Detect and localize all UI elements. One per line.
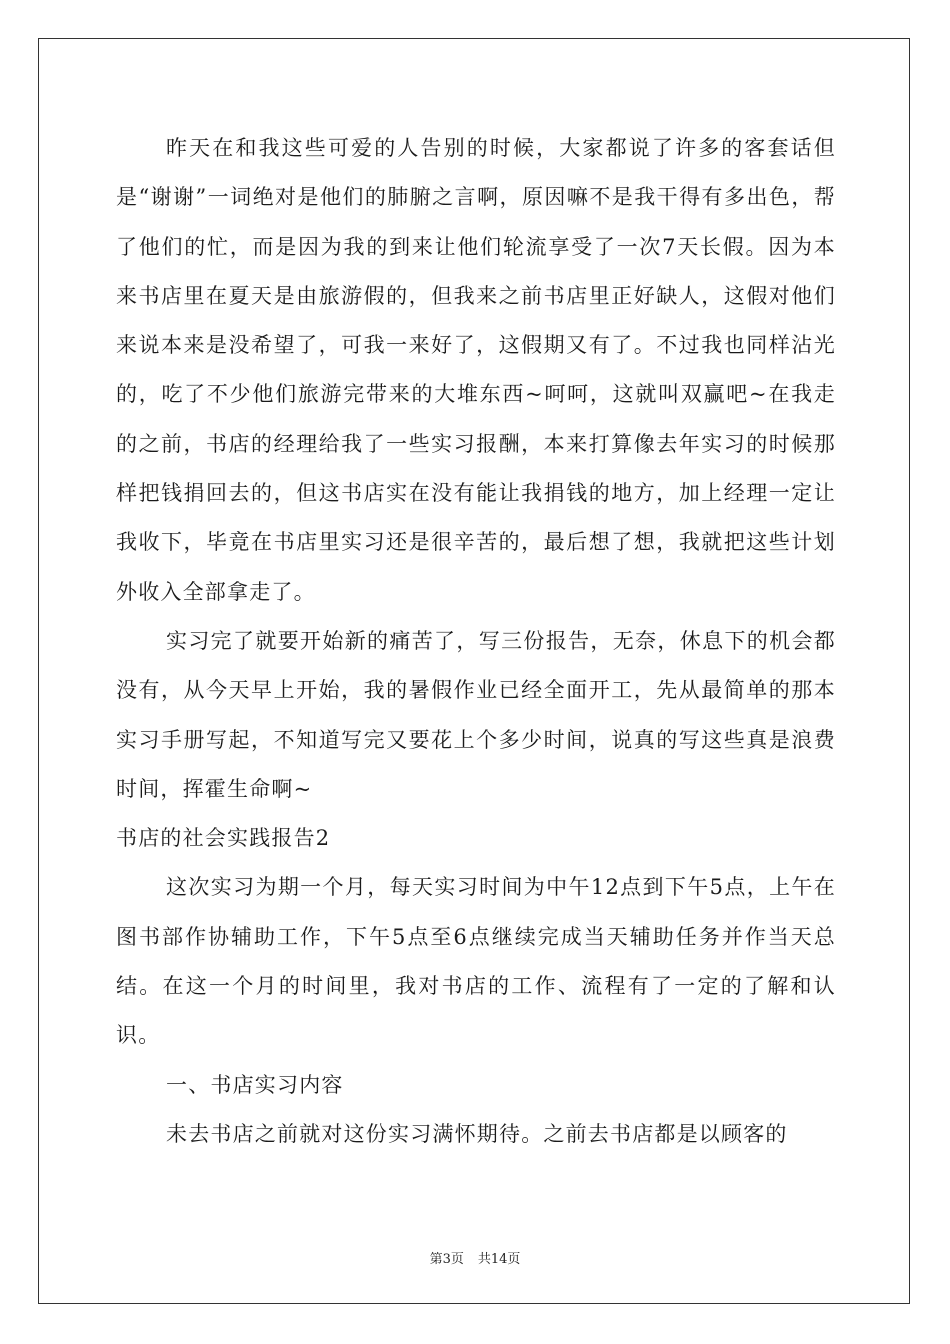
subsection-title: 一、书店实习内容 — [166, 1072, 344, 1097]
paragraph-expectation: 未去书店之前就对这份实习满怀期待。之前去书店都是以顾客的 — [166, 1121, 788, 1146]
section-title: 书店的社会实践报告2 — [116, 826, 331, 851]
page-total: 共14页 — [477, 1252, 521, 1267]
paragraph-schedule: 这次实习为期一个月，每天实习时间为中午12点到下午5点，上午在图书部作协辅助工作，下午5点至6点继续完成当天辅助任务并作当天总结。在这一个月的时间里，我对书店的工作、流程有了一定的了解和认识。 — [116, 875, 836, 1048]
paragraph-reports: 实习完了就要开始新的痛苦了，写三份报告，无奈，休息下的机会都没有，从今天早上开始，我的暑假作业已经全面开工，先从最简单的那本实习手册写起，不知道写完又要花上个多少时间，说真的写这些真是浪费时间，挥霍生命啊~ — [116, 628, 836, 801]
page-footer — [0, 1248, 950, 1267]
paragraph-farewell: 昨天在和我这些可爱的人告别的时候，大家都说了许多的客套话但是“谢谢”一词绝对是他们的肺腑之言啊，原因嘛不是我干得有多出色，帮了他们的忙，而是因为我的到来让他们轮流享受了一次7天长假。因为本来书店里在夏天是由旅游假的，但我来之前书店里正好缺人，这假对他们来说本来是没希望了，可我一来好了，这假期又有了。不过我也同样沾光的，吃了不少他们旅游完带来的大堆东西~呵呵，这就叫双赢吧~在我走的之前，书店的经理给我了一些实习报酬，本来打算像去年实习的时候那样把钱捐回去的，但这书店实在没有能让我捐钱的地方，加上经理一定让我收下，毕竟在书店里实习还是很辛苦的，最后想了想，我就把这些计划外收入全部拿走了。 — [116, 136, 836, 604]
page-number: 第3页 — [429, 1252, 464, 1267]
document-body — [116, 124, 836, 1159]
